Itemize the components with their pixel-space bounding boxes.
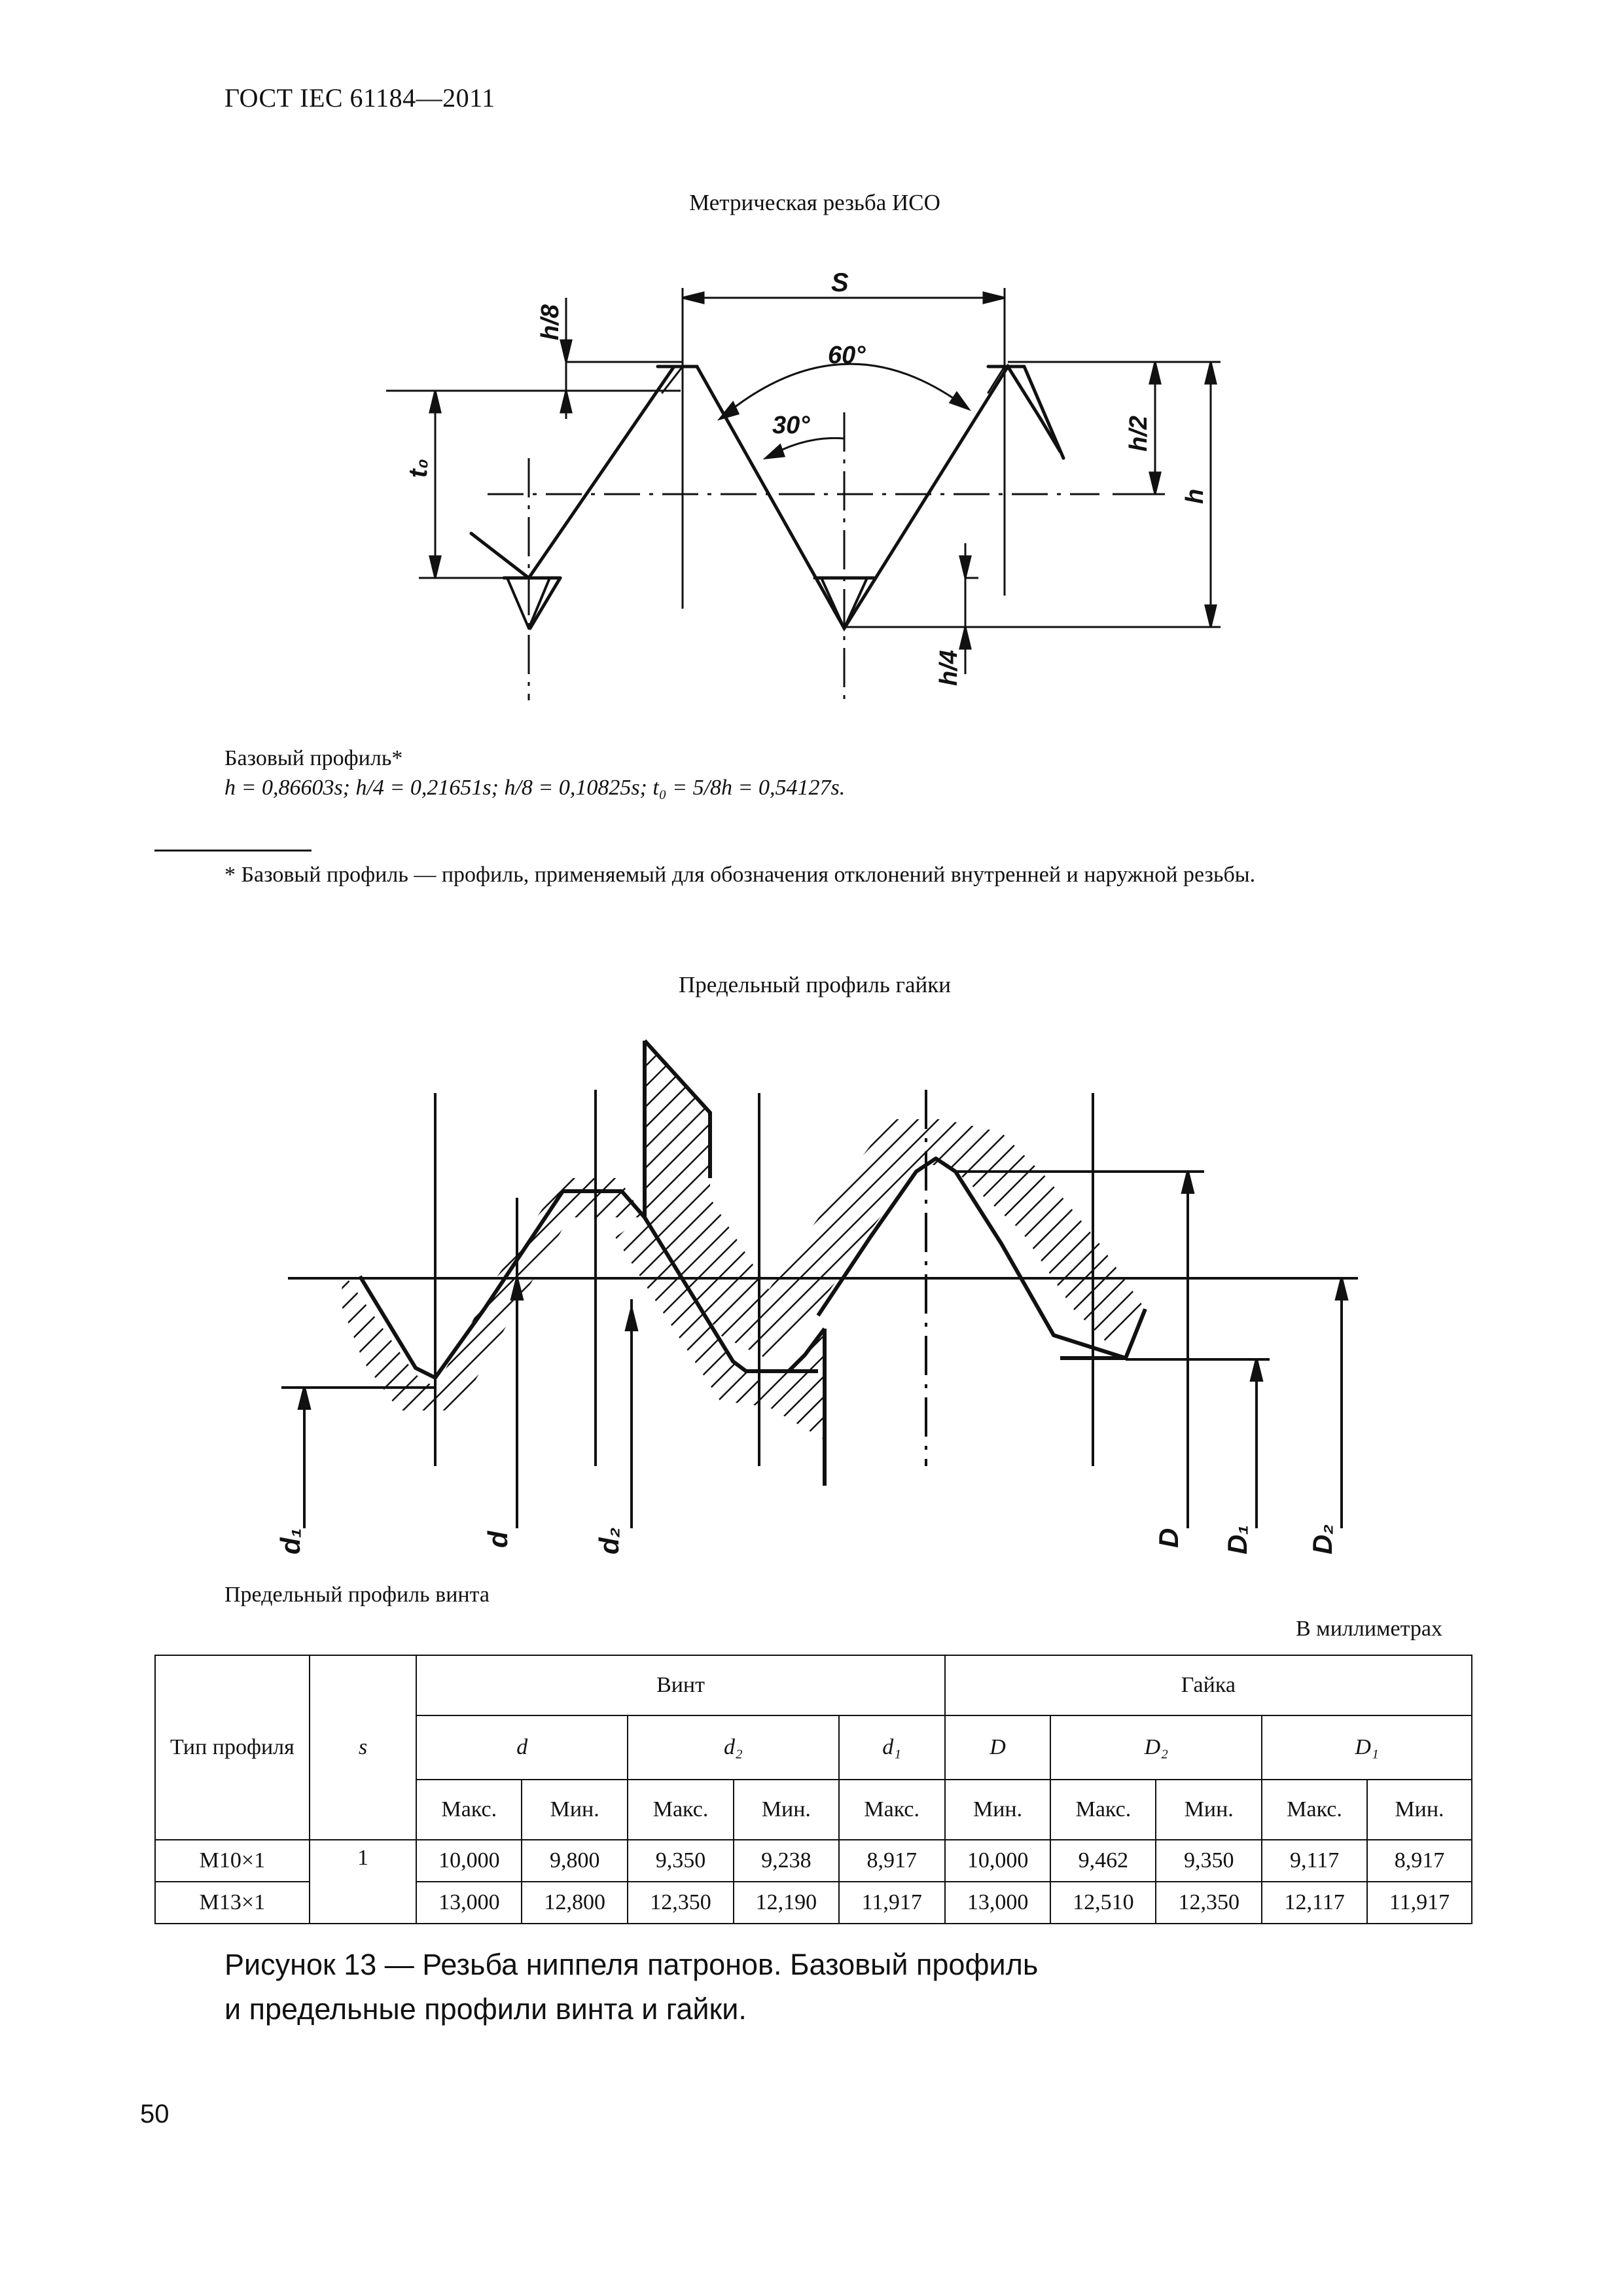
table-cell: 10,000 xyxy=(945,1840,1051,1882)
label-60-degrees: 60° xyxy=(828,342,866,369)
table-cell: 13,000 xyxy=(945,1882,1051,1924)
page-number: 50 xyxy=(140,2100,169,2128)
table-cell: 12,117 xyxy=(1262,1882,1367,1924)
row-type: M13×1 xyxy=(155,1882,310,1924)
header-min: Мин. xyxy=(1156,1780,1262,1840)
header-d: d xyxy=(416,1715,628,1780)
base-profile-formula: h = 0,86603s; h/4 = 0,21651s; h/8 = 0,10825s; t₀ = 5/8h = 0,54127s. xyxy=(224,776,846,800)
table-cell: 12,190 xyxy=(734,1882,839,1924)
header-max: Макс. xyxy=(839,1780,945,1840)
screw-profile-line xyxy=(360,1191,645,1378)
label-s: S xyxy=(831,268,849,297)
table-cell: 12,350 xyxy=(1156,1882,1262,1924)
label-h8: h/8 xyxy=(537,304,564,340)
header-d1: d₁ xyxy=(839,1715,945,1780)
table-cell: 8,917 xyxy=(1367,1840,1472,1882)
header-D: D xyxy=(945,1715,1051,1780)
row-s: 1 xyxy=(310,1840,417,1924)
base-profile-label: Базовый профиль* xyxy=(224,746,403,770)
screw-profile-caption: Предельный профиль винта xyxy=(224,1583,490,1607)
table-cell: 10,000 xyxy=(416,1840,522,1882)
figure-caption-line-1: Рисунок 13 — Резьба ниппеля патронов. Базовый профиль xyxy=(224,1948,1039,1981)
table-cell: 9,462 xyxy=(1050,1840,1156,1882)
label-d2: d₂ xyxy=(594,1527,624,1554)
table-cell: 12,350 xyxy=(628,1882,734,1924)
table-cell: 9,800 xyxy=(522,1840,628,1882)
footnote-divider xyxy=(154,850,312,852)
header-D2: D₂ xyxy=(1050,1715,1262,1780)
top-figure-title: Метрическая резьба ИСО xyxy=(689,190,940,215)
table-cell: 11,917 xyxy=(839,1882,945,1924)
label-t0: t₀ xyxy=(404,458,433,478)
footnote-text: * Базовый профиль — профиль, применяемый для обозначения отклонений внутренней и наружной резьбы. xyxy=(224,863,1256,887)
header-max: Макс. xyxy=(1050,1780,1156,1840)
thread-profile-line xyxy=(471,367,1060,628)
bottom-figure-title: Предельный профиль гайки xyxy=(678,972,952,997)
table-cell: 9,350 xyxy=(1156,1840,1262,1882)
label-d: d xyxy=(482,1531,513,1548)
label-d1: d₁ xyxy=(275,1528,306,1554)
table-cell: 9,117 xyxy=(1262,1840,1367,1882)
thread-dimensions-table xyxy=(154,1655,1472,1924)
table-cell: 9,350 xyxy=(628,1840,734,1882)
header-profile-type: Тип профиля xyxy=(155,1655,310,1840)
table-cell: 11,917 xyxy=(1367,1882,1472,1924)
header-s: s xyxy=(310,1655,417,1840)
iso-thread-diagram xyxy=(0,249,1623,746)
label-D2: D₂ xyxy=(1307,1524,1338,1554)
label-D: D xyxy=(1153,1528,1184,1548)
header-min: Мин. xyxy=(1367,1780,1472,1840)
table-row xyxy=(155,1840,1472,1882)
figure-caption-line-2: и предельные профили винта и гайки. xyxy=(224,1992,747,2026)
label-h4: h/4 xyxy=(935,650,963,686)
header-d2: d₂ xyxy=(628,1715,839,1780)
header-min: Мин. xyxy=(734,1780,839,1840)
table-cell: 13,000 xyxy=(416,1882,522,1924)
label-h2: h/2 xyxy=(1125,416,1152,452)
limit-profile-diagram xyxy=(0,1021,1623,1571)
header-min: Мин. xyxy=(945,1780,1051,1840)
header-screw: Винт xyxy=(416,1655,944,1715)
header-D1: D₁ xyxy=(1262,1715,1472,1780)
table-cell: 8,917 xyxy=(839,1840,945,1882)
header-max: Макс. xyxy=(628,1780,734,1840)
unit-note: В миллиметрах xyxy=(1296,1617,1442,1641)
header-nut: Гайка xyxy=(945,1655,1472,1715)
row-type: M10×1 xyxy=(155,1840,310,1882)
label-30-degrees: 30° xyxy=(772,412,810,439)
header-max: Макс. xyxy=(416,1780,522,1840)
table-cell: 12,510 xyxy=(1050,1882,1156,1924)
label-D1: D₁ xyxy=(1222,1524,1253,1554)
label-h: h xyxy=(1181,488,1209,504)
header-min: Мин. xyxy=(522,1780,628,1840)
table-cell: 9,238 xyxy=(734,1840,839,1882)
header-max: Макс. xyxy=(1262,1780,1367,1840)
document-header: ГОСТ IEC 61184—2011 xyxy=(224,83,495,113)
table-cell: 12,800 xyxy=(522,1882,628,1924)
